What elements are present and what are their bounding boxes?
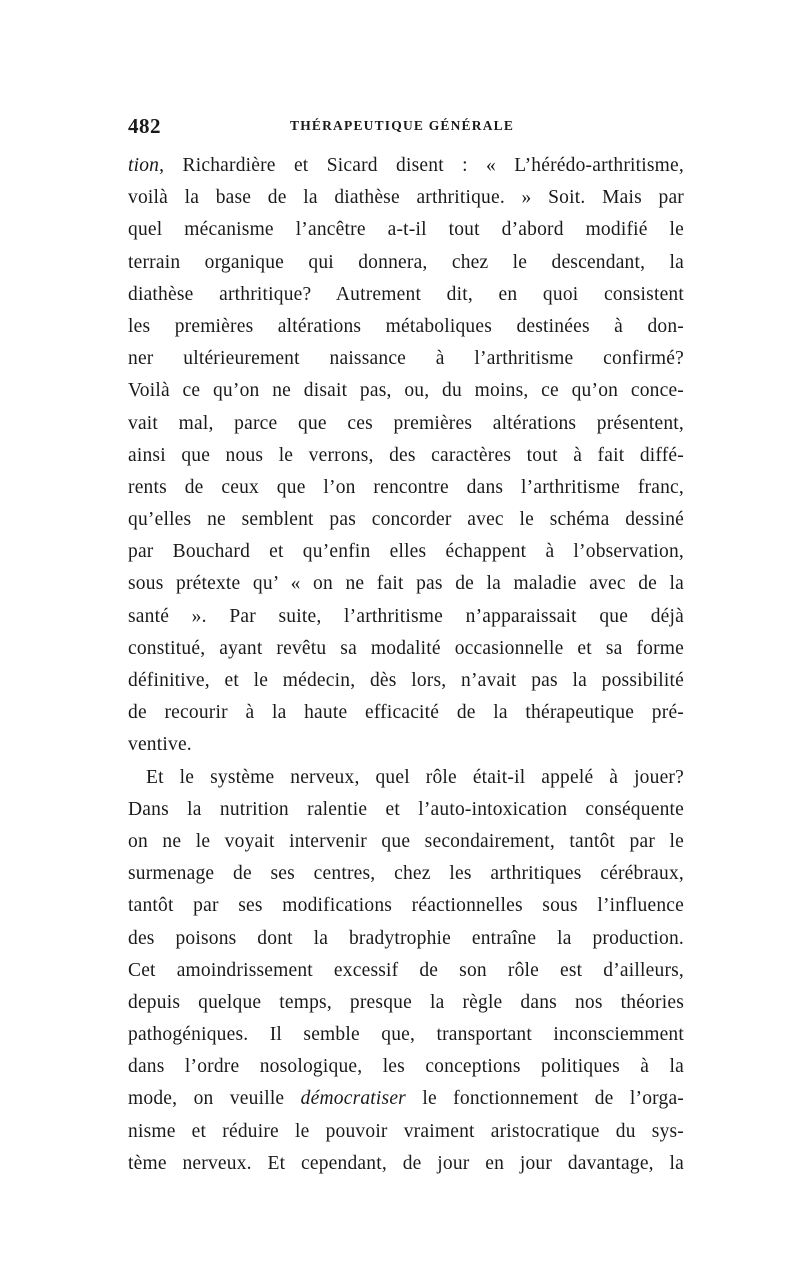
text-line (128, 311, 684, 343)
text-segment: sous prétexte qu’ « on ne fait pas de la maladie avec de la (128, 573, 684, 595)
text-line (128, 890, 684, 922)
text-line (128, 1148, 684, 1180)
text-line (128, 858, 684, 890)
text-segment: qu’elles ne semblent pas concorder avec le schéma dessiné (128, 509, 684, 531)
text-segment: on ne le voyait intervenir que secondairement, tantôt par le (128, 830, 684, 852)
text-segment: ner ultérieurement naissance à l’arthritisme confirmé? (128, 348, 684, 370)
text-line (128, 729, 684, 761)
text-segment: depuis quelque temps, presque la règle dans nos théories (128, 991, 684, 1013)
text-line (128, 504, 684, 536)
text-line (128, 408, 684, 440)
text-segment: vait mal, parce que ces premières altérations présentent, (128, 412, 684, 434)
text-line (128, 826, 684, 858)
text-line (128, 923, 684, 955)
text-line (128, 1051, 684, 1083)
text-segment: définitive, et le médecin, dès lors, n’avait pas la possibilité (128, 670, 684, 691)
text-line (128, 472, 684, 504)
text-line (128, 279, 684, 311)
running-head (128, 114, 684, 144)
text-segment: Dans la nutrition ralentie et l’auto-intoxication conséquente (128, 798, 684, 820)
text-line (128, 665, 684, 697)
text-segment: rents de ceux que l’on rencontre dans l’arthritisme franc, (128, 476, 684, 498)
text-segment: par Bouchard et qu’enfin elles échappent à l’observation, (128, 541, 684, 563)
text-segment: mode, on veuille (128, 1088, 301, 1110)
text-line (128, 1083, 684, 1115)
text-line (128, 601, 684, 633)
page-number: 482 (128, 114, 161, 138)
text-line (128, 440, 684, 472)
text-segment: surmenage de ses centres, chez les arthritiques cérébraux, (128, 863, 684, 885)
text-line (128, 987, 684, 1019)
text-line (128, 955, 684, 987)
text-segment: santé ». Par suite, l’arthritisme n’apparaissait que déjà (128, 605, 684, 627)
text-line (128, 375, 684, 407)
text-segment: diathèse arthritique? Autrement dit, en quoi consistent (128, 283, 684, 305)
text-segment: tantôt par ses modifications réactionnelles sous l’influence (128, 895, 684, 917)
text-segment: , Richardière et Sicard disent : « L’hérédo-arthritisme, (159, 155, 684, 176)
text-segment: tème nerveux. Et cependant, de jour en jour davantage, la (128, 1152, 684, 1174)
text-segment: le fonctionnement de l’orga- (405, 1088, 684, 1110)
text-segment: nisme et réduire le pouvoir vraiment aristocratique du sys- (128, 1120, 684, 1142)
text-segment: Cet amoindrissement excessif de son rôle est d’ailleurs, (128, 959, 684, 981)
text-segment: de recourir à la haute efficacité de la thérapeutique pré- (128, 702, 684, 724)
text-line (128, 343, 684, 375)
running-title: THÉRAPEUTIQUE GÉNÉRALE (290, 118, 515, 133)
body-text (128, 150, 684, 1180)
text-line (128, 182, 684, 214)
text-segment: dans l’ordre nosologique, les conceptions politiques à la (128, 1056, 684, 1078)
text-segment: ventive. (128, 734, 192, 756)
text-line (128, 794, 684, 826)
text-line (128, 214, 684, 246)
text-segment: Voilà ce qu’on ne disait pas, ou, du moins, ce qu’on conce- (128, 380, 684, 402)
text-segment: des poisons dont la bradytrophie entraîne la production. (128, 927, 684, 949)
text-line (128, 762, 684, 794)
text-line (128, 568, 684, 600)
text-line (128, 1019, 684, 1051)
text-line (128, 247, 684, 279)
text-line (128, 633, 684, 665)
text-line (128, 697, 684, 729)
text-segment: ainsi que nous le verrons, des caractères tout à fait diffé- (128, 444, 684, 466)
text-segment: terrain organique qui donnera, chez le descendant, la (128, 251, 684, 273)
text-segment: quel mécanisme l’ancêtre a-t-il tout d’abord modifié le (128, 219, 684, 241)
italic-segment: tion (128, 155, 160, 176)
text-segment: les premières altérations métaboliques destinées à don- (128, 315, 684, 337)
text-line (128, 1116, 684, 1148)
text-line (128, 150, 684, 182)
italic-segment: démocratiser (300, 1088, 406, 1110)
text-segment: pathogéniques. Il semble que, transportant inconsciemment (128, 1024, 684, 1046)
text-segment: Et le système nerveux, quel rôle était-il appelé à jouer? (146, 766, 684, 788)
text-segment: voilà la base de la diathèse arthritique. » Soit. Mais par (128, 187, 684, 209)
text-line (128, 536, 684, 568)
text-segment: constitué, ayant revêtu sa modalité occasionnelle et sa forme (128, 637, 684, 659)
